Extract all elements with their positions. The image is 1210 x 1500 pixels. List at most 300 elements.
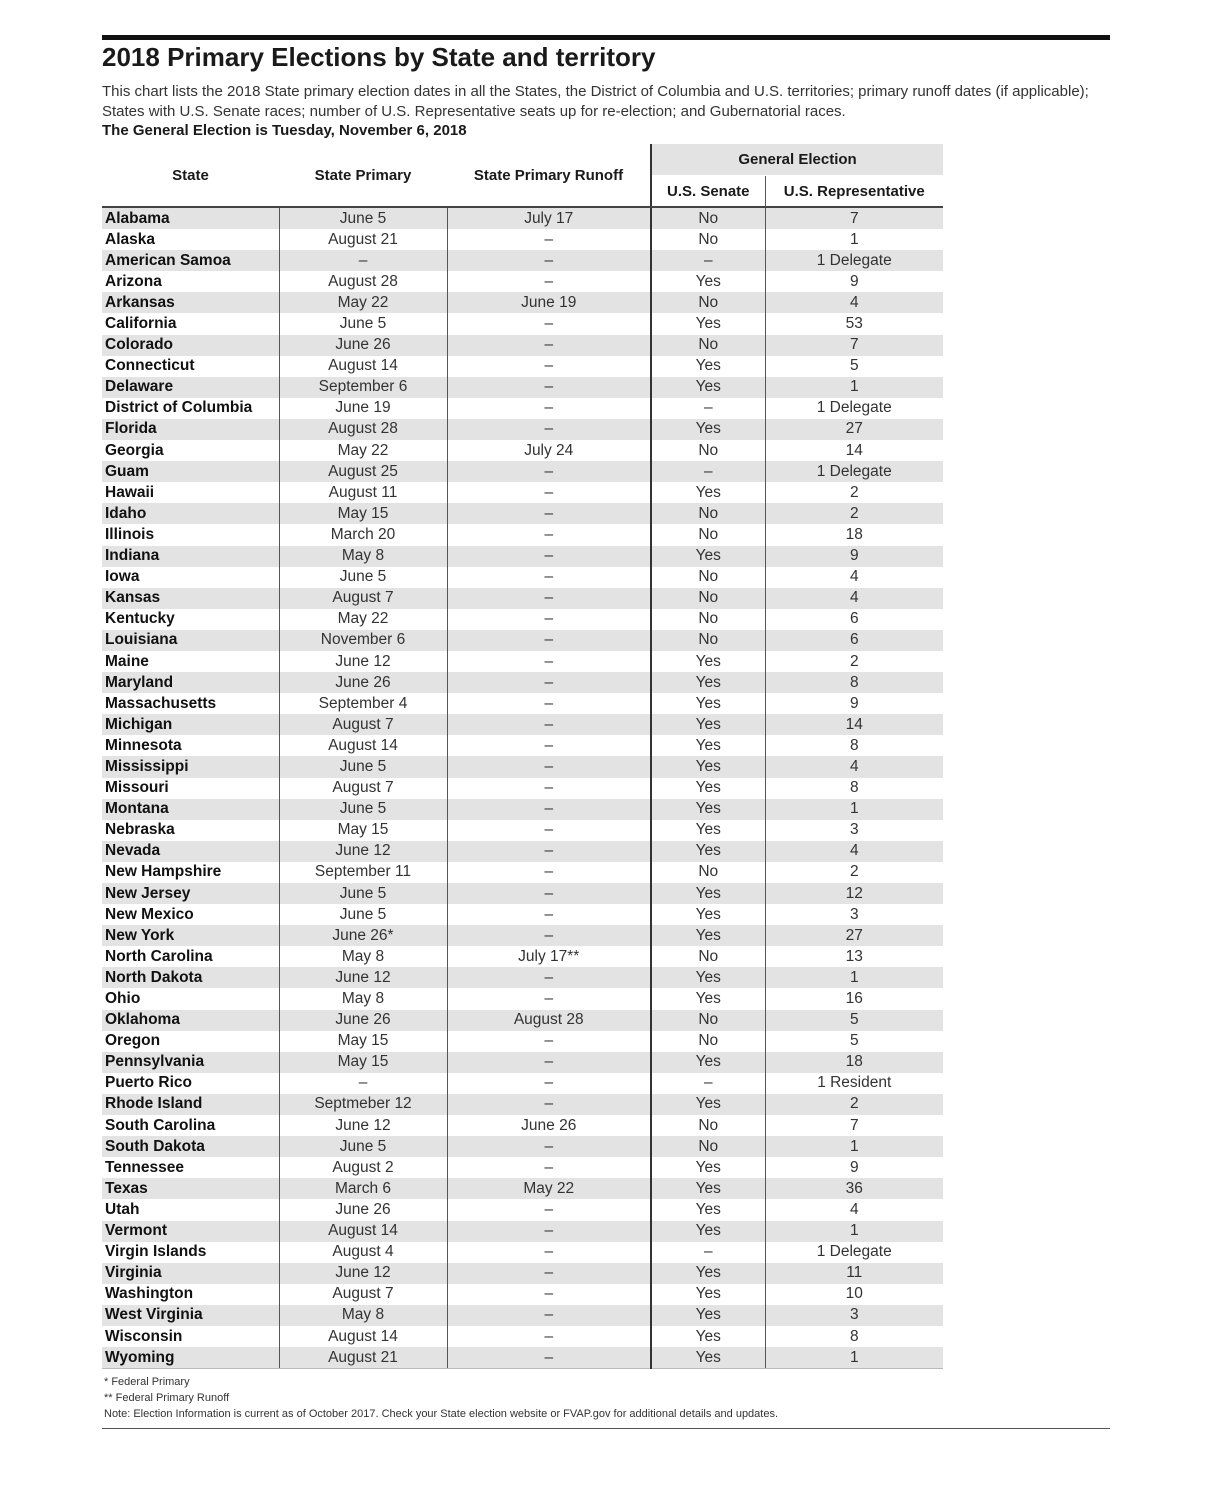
cell-representative: 1 xyxy=(765,229,943,250)
cell-state: Texas xyxy=(102,1178,279,1199)
cell-primary: May 22 xyxy=(279,440,447,461)
cell-primary: August 21 xyxy=(279,1347,447,1369)
cell-runoff: June 26 xyxy=(447,1115,651,1136)
cell-representative: 4 xyxy=(765,292,943,313)
cell-runoff: July 24 xyxy=(447,440,651,461)
table-row xyxy=(102,377,943,398)
cell-runoff: – xyxy=(447,1242,651,1263)
table-row xyxy=(102,862,943,883)
cell-runoff: – xyxy=(447,862,651,883)
table-row xyxy=(102,609,943,630)
cell-runoff: – xyxy=(447,651,651,672)
cell-primary: August 14 xyxy=(279,356,447,377)
cell-primary: June 19 xyxy=(279,398,447,419)
table-row xyxy=(102,567,943,588)
cell-senate: No xyxy=(651,207,765,229)
cell-representative: 14 xyxy=(765,714,943,735)
table-row xyxy=(102,630,943,651)
cell-senate: No xyxy=(651,335,765,356)
cell-runoff: – xyxy=(447,988,651,1009)
cell-state: New Jersey xyxy=(102,883,279,904)
cell-runoff: June 19 xyxy=(447,292,651,313)
cell-runoff: – xyxy=(447,1157,651,1178)
cell-state: Idaho xyxy=(102,503,279,524)
table-row xyxy=(102,883,943,904)
cell-state: Tennessee xyxy=(105,1158,184,1176)
page-title: 2018 Primary Elections by State and territory xyxy=(102,42,656,72)
cell-runoff: – xyxy=(447,229,651,250)
cell-senate: No xyxy=(651,588,765,609)
cell-senate: Yes xyxy=(651,967,765,988)
cell-representative: 1 xyxy=(765,799,943,820)
cell-senate: Yes xyxy=(651,756,765,777)
cell-representative: 8 xyxy=(765,672,943,693)
cell-runoff: – xyxy=(447,778,651,799)
table-row xyxy=(102,1284,943,1305)
cell-state: South Carolina xyxy=(105,1116,216,1134)
cell-senate: No xyxy=(651,292,765,313)
table-row xyxy=(102,1157,943,1178)
cell-senate: Yes xyxy=(651,419,765,440)
cell-runoff: – xyxy=(447,356,651,377)
cell-representative: 8 xyxy=(765,735,943,756)
cell-senate: Yes xyxy=(651,651,765,672)
general-election-note: The General Election is Tuesday, November 6, 2018 xyxy=(102,122,467,139)
cell-state: Nebraska xyxy=(105,821,175,839)
cell-representative: 13 xyxy=(765,946,943,967)
cell-state: Arkansas xyxy=(102,292,279,313)
cell-representative: 7 xyxy=(765,207,943,229)
cell-state: American Samoa xyxy=(102,250,279,271)
bottom-rule xyxy=(102,1428,1110,1429)
cell-representative: 16 xyxy=(765,988,943,1009)
cell-representative: 1 Delegate xyxy=(765,1242,943,1263)
cell-senate: Yes xyxy=(651,271,765,292)
cell-senate: No xyxy=(651,229,765,250)
cell-primary: June 12 xyxy=(279,841,447,862)
cell-representative: 1 xyxy=(765,1347,943,1369)
cell-primary: June 12 xyxy=(279,1263,447,1284)
table-row xyxy=(102,588,943,609)
cell-state: West Virginia xyxy=(102,1305,279,1326)
cell-representative: 11 xyxy=(765,1263,943,1284)
top-rule xyxy=(102,35,1110,40)
cell-runoff: – xyxy=(447,335,651,356)
cell-primary: September 4 xyxy=(279,693,447,714)
table-row xyxy=(102,1221,943,1242)
cell-senate: – xyxy=(651,250,765,271)
cell-representative: 7 xyxy=(765,1115,943,1136)
cell-state: Wyoming xyxy=(102,1347,279,1369)
cell-representative: 3 xyxy=(765,820,943,841)
cell-primary: June 12 xyxy=(279,1115,447,1136)
cell-representative: 1 xyxy=(765,967,943,988)
cell-primary: June 26 xyxy=(279,672,447,693)
cell-state: Alaska xyxy=(105,230,155,248)
cell-senate: Yes xyxy=(651,988,765,1009)
cell-representative: 1 xyxy=(765,1221,943,1242)
table-row xyxy=(102,546,943,567)
cell-state: Arizona xyxy=(105,272,162,290)
cell-senate: No xyxy=(651,440,765,461)
cell-primary: August 4 xyxy=(279,1242,447,1263)
header-senate: U.S. Senate xyxy=(651,176,765,208)
cell-primary: May 15 xyxy=(279,1052,447,1073)
table-row xyxy=(102,250,943,271)
cell-senate: No xyxy=(651,609,765,630)
table-row xyxy=(102,946,943,967)
cell-runoff: – xyxy=(447,693,651,714)
cell-runoff: August 28 xyxy=(447,1010,651,1031)
cell-state: Oregon xyxy=(105,1032,161,1050)
cell-senate: No xyxy=(651,1115,765,1136)
cell-runoff: – xyxy=(447,820,651,841)
cell-primary: May 8 xyxy=(279,946,447,967)
table-row xyxy=(102,271,943,292)
cell-runoff: – xyxy=(447,1326,651,1347)
cell-state: Connecticut xyxy=(105,357,195,375)
table-row xyxy=(102,335,943,356)
cell-representative: 5 xyxy=(765,356,943,377)
cell-senate: Yes xyxy=(651,1157,765,1178)
table-row xyxy=(102,398,943,419)
intro-text: This chart lists the 2018 State primary election dates in all the States, the District of Columbia and U.S. territories; primary runoff dates (if applicable); States with U.S. Senate races; number of U.S. Representative seats up for re-election; and Gubernatorial races. xyxy=(102,83,1089,120)
table-row xyxy=(102,313,943,334)
cell-senate: – xyxy=(651,1242,765,1263)
cell-representative: 2 xyxy=(765,503,943,524)
cell-runoff: – xyxy=(447,735,651,756)
cell-runoff: July 17 xyxy=(447,207,651,229)
cell-state: California xyxy=(105,315,177,333)
cell-senate: Yes xyxy=(651,482,765,503)
cell-representative: 1 Resident xyxy=(765,1073,943,1094)
table-row xyxy=(102,714,943,735)
cell-representative: 5 xyxy=(765,1031,943,1052)
cell-primary: May 15 xyxy=(279,1031,447,1052)
table-row xyxy=(102,207,943,229)
cell-runoff: – xyxy=(447,271,651,292)
cell-runoff: – xyxy=(447,1052,651,1073)
cell-runoff: – xyxy=(447,1073,651,1094)
cell-representative: 8 xyxy=(765,778,943,799)
cell-state: Rhode Island xyxy=(102,1094,279,1115)
header-general-election: General Election xyxy=(651,144,943,176)
cell-primary: August 7 xyxy=(279,778,447,799)
cell-runoff: – xyxy=(447,567,651,588)
footnote-federal-runoff: ** Federal Primary Runoff xyxy=(104,1392,230,1404)
cell-representative: 9 xyxy=(765,693,943,714)
cell-state: Washington xyxy=(105,1285,194,1303)
cell-representative: 2 xyxy=(765,862,943,883)
cell-senate: Yes xyxy=(651,1263,765,1284)
cell-primary: June 5 xyxy=(279,883,447,904)
cell-senate: Yes xyxy=(651,799,765,820)
cell-runoff: – xyxy=(447,461,651,482)
cell-representative: 5 xyxy=(765,1010,943,1031)
header-representative: U.S. Representative xyxy=(765,176,943,208)
cell-primary: May 22 xyxy=(279,609,447,630)
cell-state: Montana xyxy=(102,799,279,820)
cell-runoff: – xyxy=(447,925,651,946)
elections-table xyxy=(102,144,943,1369)
cell-runoff: July 17** xyxy=(447,946,651,967)
cell-representative: 2 xyxy=(765,1094,943,1115)
table-row xyxy=(102,524,943,545)
cell-primary: June 5 xyxy=(279,756,447,777)
cell-primary: August 7 xyxy=(279,1284,447,1305)
cell-representative: 53 xyxy=(765,313,943,334)
table-row xyxy=(102,482,943,503)
cell-state: Alabama xyxy=(102,207,279,229)
table-row xyxy=(102,1073,943,1094)
table-row xyxy=(102,503,943,524)
cell-state: Illinois xyxy=(105,525,155,543)
cell-senate: No xyxy=(651,1010,765,1031)
cell-representative: 4 xyxy=(765,1199,943,1220)
cell-primary: August 14 xyxy=(279,735,447,756)
cell-senate: – xyxy=(651,461,765,482)
table-row xyxy=(102,1010,943,1031)
cell-representative: 36 xyxy=(765,1178,943,1199)
cell-state: Maryland xyxy=(102,672,279,693)
cell-representative: 27 xyxy=(765,419,943,440)
cell-runoff: – xyxy=(447,904,651,925)
cell-primary: August 28 xyxy=(279,419,447,440)
table-row xyxy=(102,1242,943,1263)
cell-senate: Yes xyxy=(651,1221,765,1242)
cell-senate: Yes xyxy=(651,377,765,398)
table-row xyxy=(102,461,943,482)
table-row xyxy=(102,841,943,862)
cell-runoff: – xyxy=(447,503,651,524)
cell-primary: June 12 xyxy=(279,651,447,672)
table-row xyxy=(102,1199,943,1220)
cell-state: Maine xyxy=(105,652,149,670)
cell-representative: 27 xyxy=(765,925,943,946)
table-row xyxy=(102,672,943,693)
cell-primary: September 11 xyxy=(279,862,447,883)
table-row xyxy=(102,820,943,841)
cell-primary: June 5 xyxy=(279,567,447,588)
cell-representative: 8 xyxy=(765,1326,943,1347)
cell-senate: No xyxy=(651,630,765,651)
cell-primary: May 8 xyxy=(279,1305,447,1326)
cell-primary: March 6 xyxy=(279,1178,447,1199)
header-state: State xyxy=(102,144,279,207)
cell-state: Delaware xyxy=(102,377,279,398)
table-row xyxy=(102,356,943,377)
cell-runoff: – xyxy=(447,1031,651,1052)
cell-state: Utah xyxy=(105,1200,140,1218)
cell-representative: 1 Delegate xyxy=(765,461,943,482)
cell-runoff: – xyxy=(447,250,651,271)
cell-state: Puerto Rico xyxy=(105,1074,192,1092)
table-row xyxy=(102,735,943,756)
cell-runoff: – xyxy=(447,799,651,820)
table-row xyxy=(102,1115,943,1136)
cell-runoff: – xyxy=(447,313,651,334)
cell-runoff: – xyxy=(447,482,651,503)
cell-senate: Yes xyxy=(651,1094,765,1115)
cell-representative: 10 xyxy=(765,1284,943,1305)
cell-representative: 1 Delegate xyxy=(765,250,943,271)
cell-representative: 1 xyxy=(765,1136,943,1157)
cell-representative: 2 xyxy=(765,651,943,672)
cell-primary: May 15 xyxy=(279,820,447,841)
cell-primary: September 6 xyxy=(279,377,447,398)
cell-senate: – xyxy=(651,1073,765,1094)
cell-primary: June 5 xyxy=(279,1136,447,1157)
table-row xyxy=(102,419,943,440)
cell-state: Guam xyxy=(102,461,279,482)
cell-senate: No xyxy=(651,567,765,588)
table-row xyxy=(102,1052,943,1073)
cell-primary: June 26* xyxy=(279,925,447,946)
cell-senate: Yes xyxy=(651,546,765,567)
cell-runoff: – xyxy=(447,398,651,419)
cell-primary: August 21 xyxy=(279,229,447,250)
cell-senate: Yes xyxy=(651,1305,765,1326)
cell-senate: No xyxy=(651,862,765,883)
cell-runoff: – xyxy=(447,524,651,545)
cell-primary: – xyxy=(279,1073,447,1094)
cell-primary: August 11 xyxy=(279,482,447,503)
cell-representative: 6 xyxy=(765,630,943,651)
cell-primary: August 28 xyxy=(279,271,447,292)
cell-representative: 9 xyxy=(765,1157,943,1178)
cell-runoff: – xyxy=(447,630,651,651)
cell-primary: June 12 xyxy=(279,967,447,988)
table-row xyxy=(102,1347,943,1369)
cell-runoff: – xyxy=(447,756,651,777)
footnote-federal-primary: * Federal Primary xyxy=(104,1376,190,1388)
cell-primary: June 5 xyxy=(279,207,447,229)
cell-runoff: – xyxy=(447,1347,651,1369)
table-row xyxy=(102,440,943,461)
table-row xyxy=(102,651,943,672)
cell-runoff: – xyxy=(447,1284,651,1305)
cell-primary: August 14 xyxy=(279,1326,447,1347)
table-row xyxy=(102,1094,943,1115)
cell-runoff: – xyxy=(447,609,651,630)
cell-state: Pennsylvania xyxy=(102,1052,279,1073)
cell-primary: May 8 xyxy=(279,988,447,1009)
cell-primary: November 6 xyxy=(279,630,447,651)
cell-runoff: – xyxy=(447,1094,651,1115)
cell-primary: June 5 xyxy=(279,904,447,925)
cell-runoff: May 22 xyxy=(447,1178,651,1199)
cell-state: Kansas xyxy=(102,588,279,609)
table-row xyxy=(102,904,943,925)
cell-senate: Yes xyxy=(651,841,765,862)
cell-representative: 18 xyxy=(765,524,943,545)
cell-state: Michigan xyxy=(102,714,279,735)
footnote-note: Note: Election Information is current as of October 2017. Check your State election website or FVAP.gov for additional details and updates. xyxy=(104,1408,779,1420)
cell-representative: 1 Delegate xyxy=(765,398,943,419)
cell-state: Massachusetts xyxy=(105,694,217,712)
cell-runoff: – xyxy=(447,672,651,693)
cell-runoff: – xyxy=(447,967,651,988)
cell-state: Vermont xyxy=(102,1221,279,1242)
cell-state: Colorado xyxy=(102,335,279,356)
cell-state: Missouri xyxy=(105,779,169,797)
cell-state: Oklahoma xyxy=(102,1010,279,1031)
cell-state: Ohio xyxy=(105,990,141,1008)
cell-primary: June 5 xyxy=(279,799,447,820)
cell-state: Wisconsin xyxy=(105,1327,183,1345)
cell-state: Virgin Islands xyxy=(105,1243,207,1261)
cell-senate: Yes xyxy=(651,820,765,841)
cell-primary: Septmeber 12 xyxy=(279,1094,447,1115)
table-row xyxy=(102,988,943,1009)
cell-representative: 4 xyxy=(765,841,943,862)
cell-representative: 4 xyxy=(765,567,943,588)
cell-representative: 2 xyxy=(765,482,943,503)
cell-state: Indiana xyxy=(102,546,279,567)
cell-senate: Yes xyxy=(651,714,765,735)
cell-representative: 1 xyxy=(765,377,943,398)
cell-senate: Yes xyxy=(651,925,765,946)
cell-state: North Carolina xyxy=(105,947,213,965)
table-row xyxy=(102,693,943,714)
cell-representative: 12 xyxy=(765,883,943,904)
table-row xyxy=(102,292,943,313)
cell-senate: Yes xyxy=(651,904,765,925)
cell-senate: Yes xyxy=(651,883,765,904)
cell-senate: Yes xyxy=(651,1284,765,1305)
cell-state: New Mexico xyxy=(105,905,194,923)
cell-runoff: – xyxy=(447,1199,651,1220)
cell-primary: June 26 xyxy=(279,335,447,356)
table-row xyxy=(102,1305,943,1326)
cell-state: Iowa xyxy=(105,568,140,586)
cell-representative: 3 xyxy=(765,904,943,925)
table-row xyxy=(102,799,943,820)
cell-senate: No xyxy=(651,524,765,545)
header-primary: State Primary xyxy=(279,144,447,207)
cell-primary: August 25 xyxy=(279,461,447,482)
cell-primary: August 7 xyxy=(279,714,447,735)
cell-runoff: – xyxy=(447,1221,651,1242)
table-row xyxy=(102,967,943,988)
cell-runoff: – xyxy=(447,546,651,567)
cell-state: Hawaii xyxy=(105,483,155,501)
cell-senate: Yes xyxy=(651,1326,765,1347)
cell-senate: Yes xyxy=(651,778,765,799)
cell-primary: August 7 xyxy=(279,588,447,609)
cell-senate: Yes xyxy=(651,1199,765,1220)
cell-primary: August 14 xyxy=(279,1221,447,1242)
cell-primary: August 2 xyxy=(279,1157,447,1178)
table-row xyxy=(102,925,943,946)
cell-state: New Hampshire xyxy=(105,863,222,881)
table-row xyxy=(102,1326,943,1347)
cell-state: Florida xyxy=(102,419,279,440)
table-row xyxy=(102,1263,943,1284)
cell-state: Georgia xyxy=(105,441,164,459)
cell-state: Mississippi xyxy=(102,756,279,777)
cell-representative: 4 xyxy=(765,756,943,777)
cell-senate: Yes xyxy=(651,693,765,714)
cell-representative: 14 xyxy=(765,440,943,461)
cell-senate: Yes xyxy=(651,313,765,334)
cell-senate: Yes xyxy=(651,1347,765,1369)
cell-senate: No xyxy=(651,1136,765,1157)
cell-runoff: – xyxy=(447,1136,651,1157)
cell-senate: Yes xyxy=(651,356,765,377)
cell-primary: June 26 xyxy=(279,1010,447,1031)
cell-representative: 9 xyxy=(765,271,943,292)
